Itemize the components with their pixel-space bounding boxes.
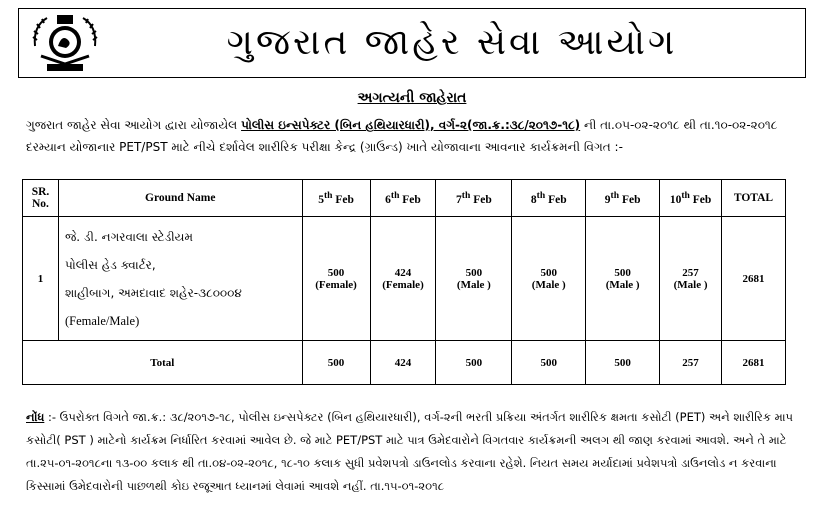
ground-line: (Female/Male) [64, 313, 140, 328]
table-header-row [23, 180, 786, 217]
note-label: નોંધ [26, 410, 45, 424]
header-date: 9th Feb [586, 180, 660, 217]
table-row [23, 217, 786, 341]
ground-line: જે. ડી. નગરવાલા સ્ટેડીયમ [64, 229, 193, 244]
count-cell: 424 (Female) [370, 217, 436, 341]
total-row [23, 341, 786, 385]
count-cell: 500 (Male ) [436, 217, 512, 341]
header-box [18, 8, 806, 78]
header-date: 6th Feb [370, 180, 436, 217]
total-cell: 257 [660, 341, 722, 385]
header-date: 5th Feb [302, 180, 370, 217]
count-cell: 500 (Male ) [586, 217, 660, 341]
total-cell: 424 [370, 341, 436, 385]
grand-total: 2681 [722, 341, 786, 385]
note-paragraph [26, 406, 794, 498]
intro-text-1: ગુજરાત જાહેર સેવા આયોગ દ્વારા યોજાયેલ [26, 118, 242, 132]
header-date: 8th Feb [512, 180, 586, 217]
commission-emblem-icon [27, 12, 103, 74]
ground-line: શાહીબાગ, અમદાવાદ શહેર-૩૮૦૦૦૪ [64, 285, 242, 300]
header-date: 7th Feb [436, 180, 512, 217]
total-cell: 500 [586, 341, 660, 385]
total-label: Total [23, 341, 303, 385]
intro-text-2: ની તા.૦૫-૦૨-૨૦૧૮ થી તા.૧૦-૦૨-૨૦૧૮ દરમ્યાન યોજાનાર PET/PST માટે નીચે દર્શાવેલ શારીરિક પરીક્ષા કેન્દ્ર (ગ્રાઉન્ડ) ખાતે યોજાવાના આવનાર કાર્યક્રમની વિગત :- [26, 118, 778, 154]
header-date: 10th Feb [660, 180, 722, 217]
notice-heading: અગત્યની જાહેરાત [357, 90, 467, 106]
schedule-table [22, 179, 786, 385]
ground-line: પોલીસ હેડ ક્વાર્ટર, [64, 257, 156, 272]
notice-intro [26, 114, 786, 158]
count-cell: 500 (Female) [302, 217, 370, 341]
row-sr-no: 1 [23, 217, 59, 341]
count-cell: 257 (Male ) [660, 217, 722, 341]
total-cell: 500 [436, 341, 512, 385]
total-cell: 500 [512, 341, 586, 385]
commission-title: ગુજરાત જાહેર સેવા આયોગ [226, 22, 678, 63]
ground-name-cell [58, 217, 302, 341]
count-cell: 500 (Male ) [512, 217, 586, 341]
total-cell: 500 [302, 341, 370, 385]
header-sr-no: SR. No. [23, 180, 59, 217]
header-ground-name: Ground Name [58, 180, 302, 217]
note-text: :- ઉપરોક્ત વિગતે જા.ક્ર.: ૩૮/૨૦૧૭-૧૮, પોલીસ ઇન્સપેક્ટર (બિન હથિયારધારી), વર્ગ-૨ની ભરતી પ્રક્રિયા અંતર્ગત શારીરિક ક્ષમતા કસોટી (PET) અને શારીરિક માપ કસોટી( PST ) માટેનો કાર્યક્રમ નિર્ધારિત કરવામાં આવેલ છે. જે માટે PET/PST માટે પાત્ર ઉમેદવારોને વિગતવાર કાર્યક્રમની અલગ થી જાણ કરવામાં આવશે. અને તે માટે તા.૨૫-૦૧-૨૦૧૮ના ૧૩-૦૦ કલાક થી તા.૦૪-૦૨-૨૦૧૮, ૧૮-૧૦ કલાક સુધી પ્રવેશપત્રો ડાઉનલોડ કરવાના રહેશે. નિયત સમય મર્યાદામાં પ્રવેશપત્રો ડાઉનલોડ ન કરવાના કિસ્સામાં ઉમેદવારોની પાછળથી કોઇ રજૂઆત ધ્યાનમાં લેવામાં આવશે નહીં. તા.૧૫-૦૧-૨૦૧૮ [26, 410, 793, 493]
header-total: TOTAL [722, 180, 786, 217]
row-total: 2681 [722, 217, 786, 341]
post-name: પોલીસ ઇન્સપેક્ટર (બિન હથિયારધારી), વર્ગ-૨(જા.ક્ર.:૩૮/૨૦૧૭-૧૮) [241, 118, 581, 132]
